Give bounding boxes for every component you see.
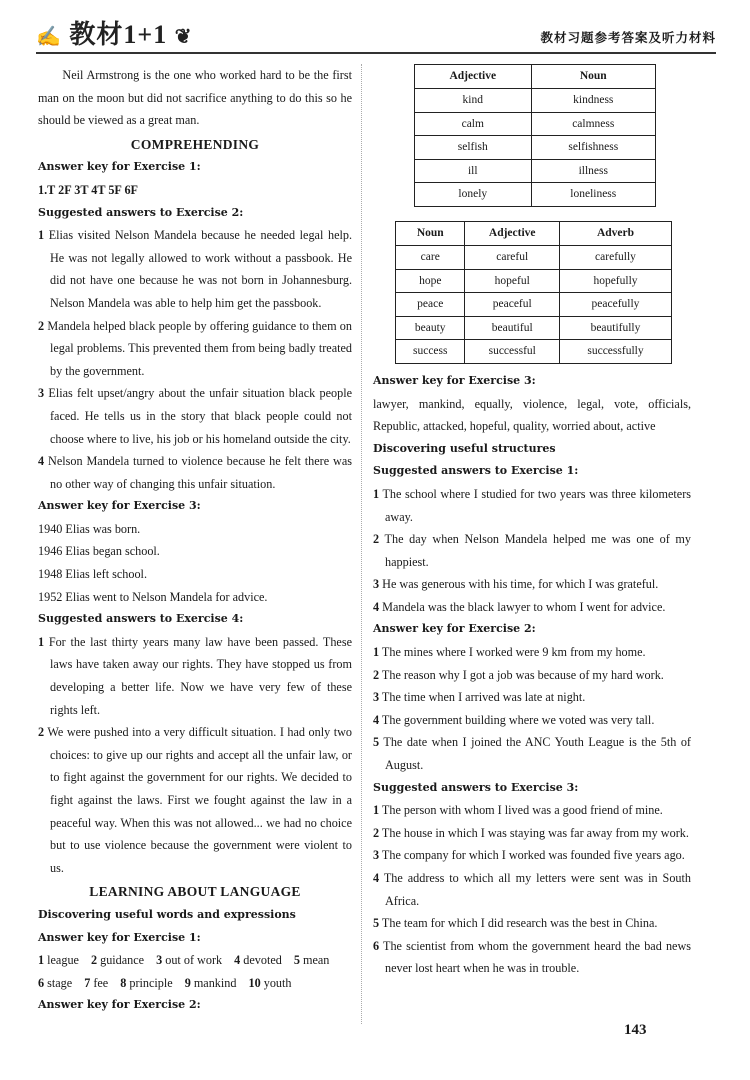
table-cell: success bbox=[396, 340, 465, 364]
column-header: Adverb bbox=[559, 221, 671, 245]
disc-struct-heading: Discovering useful structures bbox=[373, 441, 556, 455]
ex4-title: Suggested answers to Exercise 4: bbox=[38, 612, 244, 626]
item-number: 3 bbox=[156, 953, 163, 968]
answer-item bbox=[120, 976, 178, 990]
list-item bbox=[373, 709, 691, 732]
list-item bbox=[373, 935, 691, 980]
table-cell: calm bbox=[415, 112, 532, 136]
table-row bbox=[415, 159, 656, 183]
s-ex1-title: Suggested answers to Exercise 1: bbox=[373, 464, 579, 478]
table-cell: kind bbox=[415, 89, 532, 113]
lang-ex1-line1 bbox=[38, 949, 352, 972]
column-header: Noun bbox=[396, 221, 465, 245]
item-text: The day when Nelson Mandela helped me was one of my happiest. bbox=[379, 532, 691, 569]
timeline-item: 1952 Elias went to Nelson Mandela for advice. bbox=[38, 589, 268, 604]
item-number: 3 bbox=[373, 848, 380, 863]
table-cell: successful bbox=[465, 340, 559, 364]
item-number: 2 bbox=[90, 953, 98, 968]
book-logo bbox=[36, 14, 193, 51]
table-cell: calmness bbox=[531, 112, 655, 136]
item-text: devoted bbox=[240, 953, 282, 968]
item-text: mankind bbox=[190, 975, 237, 990]
table-cell: beautifully bbox=[559, 316, 671, 340]
column-header: Adjective bbox=[415, 65, 532, 89]
item-text: principle bbox=[126, 975, 173, 990]
list-item bbox=[38, 315, 352, 383]
book-icon: ✍ bbox=[36, 26, 62, 48]
table-cell: beautiful bbox=[465, 316, 559, 340]
table-cell: loneliness bbox=[531, 183, 655, 207]
table-cell: illness bbox=[531, 159, 655, 183]
table-cell: peace bbox=[396, 293, 465, 317]
s-ex3-list bbox=[373, 799, 691, 980]
ex3-list bbox=[38, 518, 352, 608]
item-number: 9 bbox=[184, 975, 191, 990]
logo-text: 教材1+1 bbox=[69, 20, 168, 49]
item-number: 4 bbox=[373, 871, 380, 885]
item-text: guidance bbox=[97, 953, 145, 968]
item-number: 4 bbox=[373, 599, 380, 614]
column-divider bbox=[361, 64, 362, 1024]
section-language: LEARNING ABOUT LANGUAGE bbox=[89, 884, 301, 900]
list-item bbox=[373, 912, 691, 935]
item-number: 3 bbox=[38, 386, 45, 401]
item-text: The team for which I did research was the best in China. bbox=[379, 916, 658, 931]
list-item bbox=[373, 528, 691, 573]
item-number: 5 bbox=[373, 735, 380, 750]
ex2-list bbox=[38, 224, 352, 495]
right-column bbox=[373, 64, 691, 980]
page-header bbox=[0, 0, 750, 58]
ex1-title: Answer key for Exercise 1: bbox=[38, 160, 201, 174]
item-text: Mandela was the black lawyer to whom I went for advice. bbox=[379, 599, 666, 614]
table-row bbox=[396, 316, 672, 340]
answer-item bbox=[38, 976, 78, 990]
table-row bbox=[415, 136, 656, 160]
list-item bbox=[373, 596, 691, 619]
item-number: 2 bbox=[38, 318, 45, 333]
r-ex3-title: Answer key for Exercise 3: bbox=[373, 373, 536, 387]
item-number: 1 bbox=[38, 634, 45, 649]
item-text: youth bbox=[260, 975, 292, 990]
intro-paragraph: Neil Armstrong is the one who worked hard to be the first man on the moon but did not sacrifice anything to do this so he should be viewed as a great man. bbox=[38, 68, 352, 128]
item-text: mean bbox=[299, 953, 330, 968]
item-number: 3 bbox=[373, 577, 380, 592]
table-cell: peaceful bbox=[465, 293, 559, 317]
table-cell: successfully bbox=[559, 340, 671, 364]
noun-adjective-adverb-table bbox=[395, 221, 672, 364]
table-row bbox=[415, 183, 656, 207]
item-text: He was generous with his time, for which I was grateful. bbox=[379, 577, 659, 592]
ex3-title: Answer key for Exercise 3: bbox=[38, 499, 201, 513]
item-number: 2 bbox=[373, 532, 380, 547]
item-text: Elias felt upset/angry about the unfair situation black people faced. He tells us in the story that black people could not choose where to live, his job or his homeland outside the city. bbox=[44, 386, 352, 446]
item-number: 6 bbox=[373, 938, 380, 953]
list-item bbox=[373, 573, 691, 596]
table-cell: beauty bbox=[396, 316, 465, 340]
list-item bbox=[38, 224, 352, 314]
item-number: 8 bbox=[120, 975, 127, 990]
answer-item bbox=[91, 953, 150, 967]
item-number: 2 bbox=[38, 725, 45, 740]
item-number: 1 bbox=[38, 228, 45, 243]
item-text: The government building where we voted was very tall. bbox=[379, 712, 655, 727]
table-row bbox=[396, 293, 672, 317]
adjective-noun-table bbox=[414, 64, 656, 207]
s-ex2-list bbox=[373, 641, 691, 777]
table-cell: kindness bbox=[531, 89, 655, 113]
item-number: 1 bbox=[38, 953, 45, 968]
list-item bbox=[373, 641, 691, 664]
item-number: 4 bbox=[38, 454, 45, 469]
list-item bbox=[38, 450, 352, 495]
leaf-icon: ❦ bbox=[174, 26, 193, 48]
left-column bbox=[38, 64, 352, 1017]
table-cell: peacefully bbox=[559, 293, 671, 317]
table-cell: ill bbox=[415, 159, 532, 183]
item-text: out of work bbox=[162, 953, 223, 968]
item-number: 2 bbox=[373, 667, 380, 682]
table-row bbox=[396, 245, 672, 269]
item-number: 10 bbox=[248, 975, 261, 990]
item-text: The reason why I got a job was because of my hard work. bbox=[379, 667, 664, 682]
table-cell: hope bbox=[396, 269, 465, 293]
list-item bbox=[373, 686, 691, 709]
table-cell: selfishness bbox=[531, 136, 655, 160]
answer-item bbox=[156, 953, 228, 967]
header-rule bbox=[36, 52, 716, 54]
timeline-item: 1948 Elias left school. bbox=[38, 567, 147, 582]
answer-item bbox=[38, 953, 85, 967]
item-number: 5 bbox=[373, 916, 380, 931]
s-ex1-list bbox=[373, 483, 691, 619]
item-number: 1 bbox=[373, 803, 380, 818]
answer-item bbox=[248, 976, 297, 990]
list-item bbox=[38, 631, 352, 721]
item-text: Nelson Mandela turned to violence because he felt there was no other way of changing this unfair situation. bbox=[44, 454, 352, 491]
timeline-item: 1940 Elias was born. bbox=[38, 521, 141, 536]
page-number: 143 bbox=[624, 1022, 647, 1038]
list-item bbox=[373, 867, 691, 912]
table-cell: careful bbox=[465, 245, 559, 269]
list-item bbox=[373, 731, 691, 776]
section-comprehending: COMPREHENDING bbox=[130, 136, 260, 152]
s-ex2-title: Answer key for Exercise 2: bbox=[373, 622, 536, 636]
list-item bbox=[38, 382, 352, 450]
item-text: The school where I studied for two years was three kilometers away. bbox=[379, 486, 691, 524]
table-row bbox=[415, 112, 656, 136]
item-number: 5 bbox=[293, 953, 300, 968]
list-item bbox=[373, 664, 691, 687]
table-row bbox=[396, 340, 672, 364]
answer-item bbox=[185, 976, 243, 990]
item-number: 6 bbox=[38, 975, 45, 990]
lang-ex2-title: Answer key for Exercise 2: bbox=[38, 998, 201, 1012]
item-number: 2 bbox=[373, 825, 380, 840]
item-text: The scientist from whom the government heard the bad news never lost heart when he was in trouble. bbox=[379, 938, 691, 976]
item-text: The time when I arrived was late at night. bbox=[379, 690, 586, 705]
item-text: For the last thirty years many law have been passed. These laws have taken away our rights. They have stopped us from developing a better life. Now we have very few of these rights left. bbox=[44, 634, 352, 717]
list-item bbox=[373, 822, 691, 845]
s-ex3-title: Suggested answers to Exercise 3: bbox=[373, 780, 579, 794]
lang-ex1-line2 bbox=[38, 972, 352, 995]
table-row bbox=[415, 89, 656, 113]
disc-words-heading: Discovering useful words and expressions bbox=[38, 907, 296, 921]
table-cell: carefully bbox=[559, 245, 671, 269]
item-text: The house in which I was staying was far away from my work. bbox=[379, 825, 689, 840]
item-text: Mandela helped black people by offering guidance to them on legal problems. This prevented them from being badly treated by the government. bbox=[44, 318, 352, 378]
list-item bbox=[373, 483, 691, 528]
item-text: We were pushed into a very difficult situation. I had only two choices: to give up our rights and accept all the unfair law, or to fight against the government for our rights. We decided to fight against the laws. First we fought against the law in a peaceful way. When this was not allowed... we had no choice but to use violence because the government were violent to us. bbox=[44, 725, 352, 875]
item-number: 1 bbox=[373, 486, 380, 501]
item-text: stage bbox=[44, 975, 73, 990]
column-header: Adjective bbox=[465, 221, 559, 245]
ex2-title: Suggested answers to Exercise 2: bbox=[38, 205, 244, 219]
list-item bbox=[38, 721, 352, 879]
answer-item bbox=[294, 953, 336, 967]
table-cell: hopeful bbox=[465, 269, 559, 293]
ex4-list bbox=[38, 631, 352, 880]
item-text: fee bbox=[90, 975, 109, 990]
table-cell: hopefully bbox=[559, 269, 671, 293]
table-header-row bbox=[415, 65, 656, 89]
item-number: 3 bbox=[373, 690, 380, 705]
list-item bbox=[373, 799, 691, 822]
table-header-row bbox=[396, 221, 672, 245]
answer-item bbox=[84, 976, 114, 990]
item-text: The person with whom I lived was a good friend of mine. bbox=[379, 803, 663, 818]
item-text: The mines where I worked were 9 km from my home. bbox=[379, 645, 646, 660]
r-ex3-text: lawyer, mankind, equally, violence, legal, vote, officials, Republic, attacked, hopeful, quality, worried about, active bbox=[373, 396, 691, 434]
table-row bbox=[396, 269, 672, 293]
ex1-answers: 1.T 2F 3T 4T 5F 6F bbox=[38, 182, 138, 197]
table-cell: care bbox=[396, 245, 465, 269]
table-cell: lonely bbox=[415, 183, 532, 207]
item-text: The date when I joined the ANC Youth League is the 5th of August. bbox=[379, 735, 691, 773]
timeline-item: 1946 Elias began school. bbox=[38, 544, 160, 559]
item-number: 4 bbox=[373, 712, 380, 727]
item-text: Elias visited Nelson Mandela because he needed legal help. He was not legally allowed to work without a passbook. He did not have one because he was not born in Johannesburg. Nelson Mandela was able to help him get the passbook. bbox=[44, 228, 352, 310]
list-item bbox=[373, 844, 691, 867]
column-header: Noun bbox=[531, 65, 655, 89]
item-text: The address to which all my letters were sent was in South Africa. bbox=[379, 871, 691, 908]
item-number: 1 bbox=[373, 645, 380, 660]
item-number: 7 bbox=[84, 975, 91, 990]
item-text: The company for which I worked was founded five years ago. bbox=[379, 848, 685, 863]
item-text: league bbox=[44, 953, 79, 968]
item-number: 4 bbox=[234, 953, 241, 968]
lang-ex1-title: Answer key for Exercise 1: bbox=[38, 930, 201, 944]
answer-item bbox=[234, 953, 288, 967]
table-cell: selfish bbox=[415, 136, 532, 160]
header-title: 教材习题参考答案及听力材料 bbox=[540, 30, 716, 45]
